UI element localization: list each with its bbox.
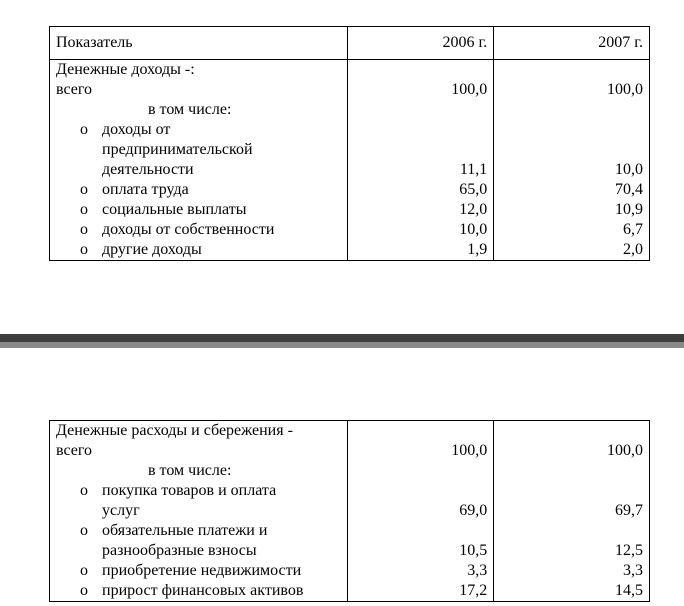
bullet-icon: o [80,201,88,218]
list-item: o доходы от [80,121,171,138]
indicator-cell [50,60,348,261]
income-table [49,26,650,261]
table-header-row [50,27,650,60]
total-2007: 100,0 [607,81,643,98]
value-cell: 2,0 [623,241,643,258]
value-cell: 14,5 [615,582,643,599]
list-item: o покупка товаров и оплата [80,482,277,499]
subheading: в том числе: [148,101,232,118]
value-cell: 10,5 [459,542,488,559]
value-cell: 12,5 [615,542,643,559]
value-cell: 65,0 [459,181,488,198]
bullet-icon: o [80,562,88,579]
list-item: o обязательные платежи и [80,522,268,539]
value-cell: 1,9 [467,241,488,258]
total-2006: 100,0 [451,81,488,98]
total-2007: 100,0 [607,442,643,459]
value-cell: 10,0 [615,161,643,178]
section-title: Денежные доходы -: [56,61,195,78]
list-item: o социальные выплаты [80,201,247,218]
page-divider [0,334,684,348]
header-indicator: Показатель [50,27,348,60]
value-cell: 6,7 [623,221,643,238]
indicator-cell [50,421,348,602]
list-item: o другие доходы [80,241,202,258]
values-2006 [348,60,494,261]
header-2006: 2006 г. [348,27,494,60]
value-cell: 3,3 [467,562,488,579]
bullet-icon: o [80,241,88,258]
bullet-icon: o [80,181,88,198]
header-2007: 2007 г. [494,27,650,60]
list-item: o прирост финансовых активов [80,582,304,599]
value-cell: 12,0 [459,201,488,218]
value-cell: 69,7 [615,502,643,519]
list-item-continuation: деятельности [102,161,194,178]
list-item-continuation: разнообразные взносы [102,542,257,559]
value-cell: 69,0 [459,502,488,519]
bullet-icon: o [80,121,88,138]
list-item-continuation: услуг [102,502,140,519]
section-title: Денежные расходы и сбережения - [56,422,293,439]
value-cell: 10,0 [459,221,488,238]
values-2007 [494,60,650,261]
table-body-row [50,60,650,261]
values-2006 [348,421,494,602]
section-title-total: всего [56,81,93,98]
value-cell: 11,1 [459,161,488,178]
list-item: o оплата труда [80,181,189,198]
bullet-icon: o [80,221,88,238]
bullet-icon: o [80,522,88,539]
list-item: o доходы от собственности [80,221,275,238]
value-cell: 17,2 [459,582,488,599]
values-2007 [494,421,650,602]
list-item: o приобретение недвижимости [80,562,302,579]
table-body-row [50,421,650,602]
list-item-continuation: предпринимательской [102,141,253,158]
expenses-table [49,420,650,602]
subheading: в том числе: [148,462,232,479]
value-cell: 70,4 [615,181,643,198]
value-cell: 10,9 [615,201,643,218]
total-2006: 100,0 [451,442,488,459]
section-title-total: всего [56,442,93,459]
bullet-icon: o [80,582,88,599]
bullet-icon: o [80,482,88,499]
value-cell: 3,3 [623,562,643,579]
